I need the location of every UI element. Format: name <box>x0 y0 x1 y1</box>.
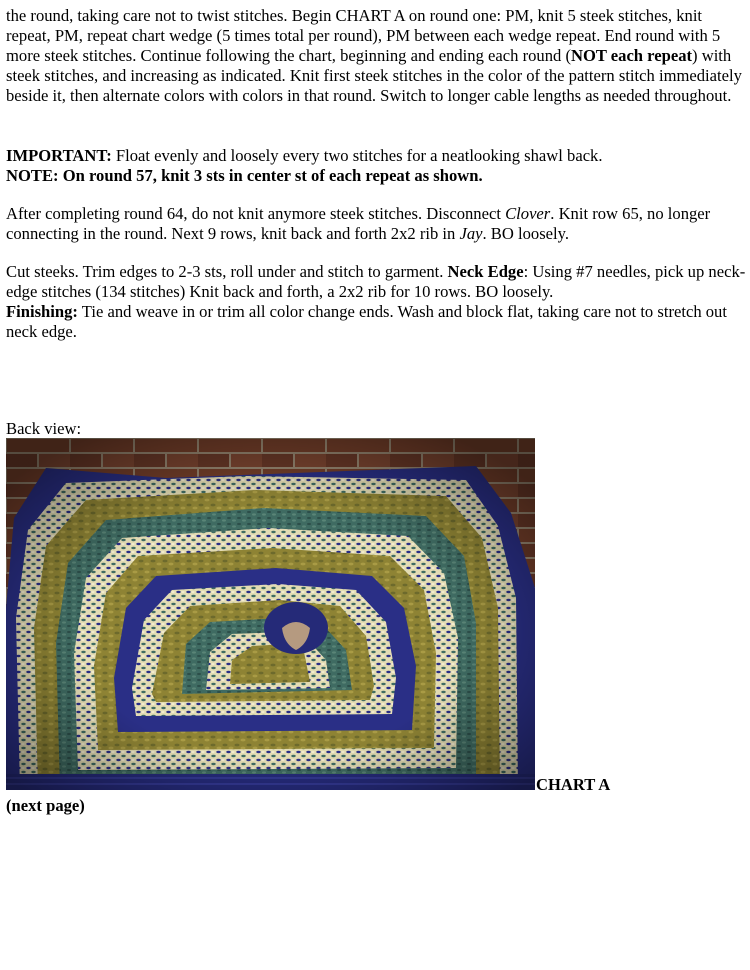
steek-text: Cut steeks. Trim edges to 2-3 sts, roll under and stitch to garment. <box>6 262 448 281</box>
clover-yarn-name: Clover <box>505 204 551 223</box>
neck-edge-text: : Using #7 needles, pick up neck-edge stitches (134 stitches) Knit back and forth, a 2x2 rib for 10 rows. BO loosely. <box>6 262 746 301</box>
important-text: Float evenly and loosely every two stitches for a neatlooking shawl back. <box>111 146 603 165</box>
next-page-label: (next page) <box>6 796 85 815</box>
back-view-label: Back view: <box>6 419 82 438</box>
jay-yarn-name: Jay <box>459 224 483 243</box>
instructions-text-b: ) with steek stitches, and increasing as indicated. Knit first steek stitches in the color of the pattern stitch immediately beside it, then alternate colors with colors in that round. Switch to longer cable lengths as needed throughout. <box>6 46 742 105</box>
completion-text-c: . BO loosely. <box>482 224 570 243</box>
completion-paragraph <box>6 204 748 244</box>
not-each-repeat-emphasis: NOT each repeat <box>570 46 693 65</box>
finishing-text: Tie and weave in or trim all color change ends. Wash and block flat, taking care not to stretch out neck edge. <box>6 302 727 341</box>
completion-text-b: . Knit row 65, no longer connecting in the round. Next 9 rows, knit back and forth 2x2 rib in <box>6 204 711 243</box>
chart-a-label: CHART A <box>536 775 611 794</box>
finishing-paragraph <box>6 262 748 342</box>
important-label: IMPORTANT: <box>6 146 112 165</box>
instructions-text-a: the round, taking care not to twist stitches. Begin CHART A on round one: PM, knit 5 steek stitches, knit repeat, PM, repeat chart wedge (5 times total per round), PM between each wedge repeat. End round with 5 more steek stitches. Continue following the chart, beginning and ending each round ( <box>6 6 721 65</box>
instructions-paragraph <box>6 6 748 106</box>
completion-text-a: After completing round 64, do not knit anymore steek stitches. Disconnect <box>6 204 506 223</box>
shawl-back-photo <box>6 438 535 790</box>
note-text: NOTE: On round 57, knit 3 sts in center st of each repeat as shown. <box>6 166 483 185</box>
finishing-label: Finishing: <box>6 302 78 321</box>
important-paragraph <box>6 146 748 186</box>
neck-edge-label: Neck Edge <box>447 262 524 281</box>
